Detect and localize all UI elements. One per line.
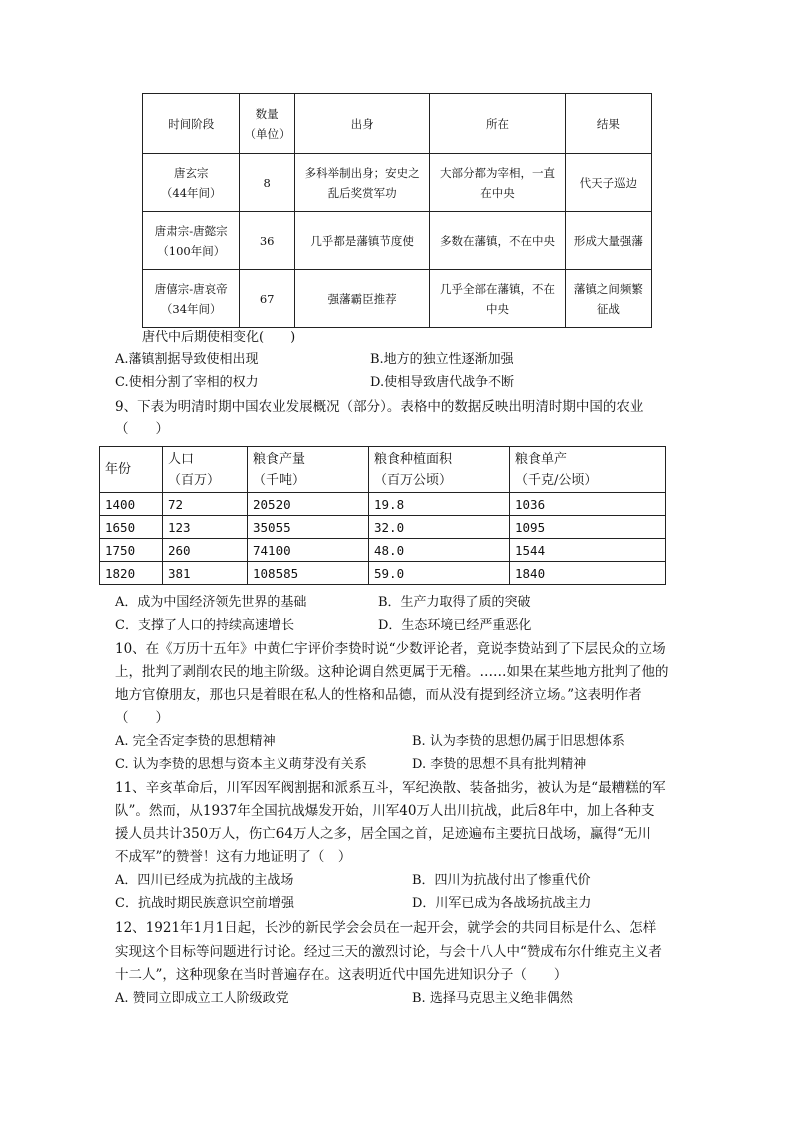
table-row: [100, 493, 666, 516]
q9-stem: 9、下表为明清时期中国农业发展概况（部分）。表格中的数据反映出明清时期中国的农业: [115, 399, 644, 415]
q8-option-d: D.使相导致唐代战争不断: [370, 375, 515, 390]
q8-option-a: A.藩镇割据导致使相出现: [115, 352, 259, 367]
q11-option-b: B．四川为抗战付出了惨重代价: [412, 873, 591, 888]
table-cell: 形成大量强藩: [565, 212, 651, 270]
header-cell: 所在: [430, 94, 565, 154]
q10-option-b: B. 认为李贽的思想仍属于旧思想体系: [412, 734, 625, 749]
ming-qing-agriculture-table: [99, 446, 666, 585]
q10-option-c: C. 认为李贽的思想与资本主义萌芽没有关系: [115, 757, 367, 772]
q11-option-a: A．四川已经成为抗战的主战场: [115, 873, 294, 888]
q10-line: 10、在《万历十五年》中黄仁宇评价李贽时说“少数评论者，竟说李贽站到了下层民众的立场: [115, 641, 666, 657]
table-cell: 几乎都是藩镇节度使: [294, 212, 429, 270]
table-cell: 1650: [100, 516, 163, 539]
header-cell: 年份: [100, 447, 163, 493]
q12-line: 十二人”，这种现象在当时普遍存在。这表明近代中国先进知识分子（ ）: [115, 967, 568, 983]
header-cell: 数量 （单位）: [240, 94, 294, 154]
q12-option-a: A. 赞同立即成立工人阶级政党: [115, 991, 289, 1006]
header-cell: 粮食单产 （千克/公顷）: [510, 447, 666, 493]
q11-option-c: C．抗战时期民族意识空前增强: [115, 896, 294, 911]
table-cell: 260: [163, 539, 248, 562]
q10-line: 地方官僚朋友，那也只是着眼在私人的性格和品德，而从没有提到经济立场。”这表明作者: [115, 687, 642, 703]
q11-option-d: D．川军已成为各战场抗战主力: [412, 896, 592, 911]
table-cell: 48.0: [369, 539, 510, 562]
tang-envoy-minister-table: [142, 93, 652, 328]
q9-option-c: C．支撑了人口的持续高速增长: [115, 618, 294, 633]
q9-stem-blank: （ ）: [115, 421, 169, 437]
table-cell: 1820: [100, 562, 163, 585]
table-cell: 35055: [248, 516, 369, 539]
table-cell: 1400: [100, 493, 163, 516]
table-cell: 108585: [248, 562, 369, 585]
q10-line: 上，批判了剥削农民的地主阶级。这种论调自然更属于无稽。……如果在某些地方批判了他的: [115, 664, 669, 680]
table-cell: 381: [163, 562, 248, 585]
table-cell: 32.0: [369, 516, 510, 539]
table-row: [100, 516, 666, 539]
q10-option-d: D. 李贽的思想不具有批判精神: [412, 757, 587, 772]
table-cell: 123: [163, 516, 248, 539]
q12-line: 实现这个目标等问题进行讨论。经过三天的激烈讨论，与会十八人中“赞成布尔什维克主义者: [115, 944, 662, 960]
header-cell: 人口 （百万）: [163, 447, 248, 493]
table-cell: 67: [240, 270, 294, 328]
table-cell: 代天子巡边: [565, 154, 651, 212]
table-header-row: [143, 94, 652, 154]
q11-line: 11、辛亥革命后，川军因军阀割据和派系互斗，军纪涣散、装备拙劣，被认为是“最糟糕的军: [115, 780, 666, 796]
q8-option-b: B.地方的独立性逐渐加强: [370, 352, 514, 367]
table-cell: 36: [240, 212, 294, 270]
q9-option-b: B．生产力取得了质的突破: [378, 595, 531, 610]
table-cell: 1544: [510, 539, 666, 562]
table-cell: 74100: [248, 539, 369, 562]
q12-option-b: B. 选择马克思主义绝非偶然: [412, 991, 573, 1006]
table-cell: 唐玄宗 （44年间）: [143, 154, 240, 212]
header-cell: 结果: [565, 94, 651, 154]
table-cell: 强藩霸臣推荐: [294, 270, 429, 328]
table-cell: 19.8: [369, 493, 510, 516]
q8-stem: 唐代中后期使相变化( ): [142, 330, 296, 345]
table-row: [100, 539, 666, 562]
table-cell: 1750: [100, 539, 163, 562]
table-cell: 72: [163, 493, 248, 516]
table-cell: 藩镇之间频繁 征战: [565, 270, 651, 328]
table-cell: 多数在藩镇，不在中央: [430, 212, 565, 270]
table-row: [100, 562, 666, 585]
table-cell: 多科举制出身；安史之 乱后奖赏军功: [294, 154, 429, 212]
q8-option-c: C.使相分割了宰相的权力: [115, 375, 259, 390]
q10-line: （ ）: [115, 710, 169, 726]
table-cell: 1840: [510, 562, 666, 585]
header-cell: 出身: [294, 94, 429, 154]
header-cell: 时间阶段: [143, 94, 240, 154]
table-cell: 20520: [248, 493, 369, 516]
q9-option-a: A．成为中国经济领先世界的基础: [115, 595, 307, 610]
q11-line: 队”。然而，从1937年全国抗战爆发开始，川军40万人出川抗战，此后8年中，加上各种支: [115, 803, 655, 819]
table-cell: 几乎全部在藩镇，不在 中央: [430, 270, 565, 328]
q9-option-d: D．生态环境已经严重恶化: [378, 618, 532, 633]
table-cell: 8: [240, 154, 294, 212]
table-cell: 唐肃宗-唐懿宗 （100年间）: [143, 212, 240, 270]
q11-line: 援人员共计350万人，伤亡64万人之多，居全国之首，足迹遍布主要抗日战场，赢得“无川: [115, 826, 651, 842]
table-cell: 1095: [510, 516, 666, 539]
q10-option-a: A. 完全否定李贽的思想精神: [115, 734, 276, 749]
header-cell: 粮食产量 （千吨）: [248, 447, 369, 493]
table-cell: 1036: [510, 493, 666, 516]
table-row: [143, 212, 652, 270]
table-row: [143, 154, 652, 212]
header-cell: 粮食种植面积 （百万公顷）: [369, 447, 510, 493]
table-cell: 唐僖宗-唐哀帝 （34年间）: [143, 270, 240, 328]
table-cell: 大部分都为宰相，一直 在中央: [430, 154, 565, 212]
table-header-row: [100, 447, 666, 493]
q11-line: 不成军”的赞誉！这有力地证明了（ ）: [115, 849, 352, 865]
table-row: [143, 270, 652, 328]
q12-line: 12、1921年1月1日起，长沙的新民学会会员在一起开会，就学会的共同目标是什么、怎样: [115, 920, 657, 936]
table-cell: 59.0: [369, 562, 510, 585]
